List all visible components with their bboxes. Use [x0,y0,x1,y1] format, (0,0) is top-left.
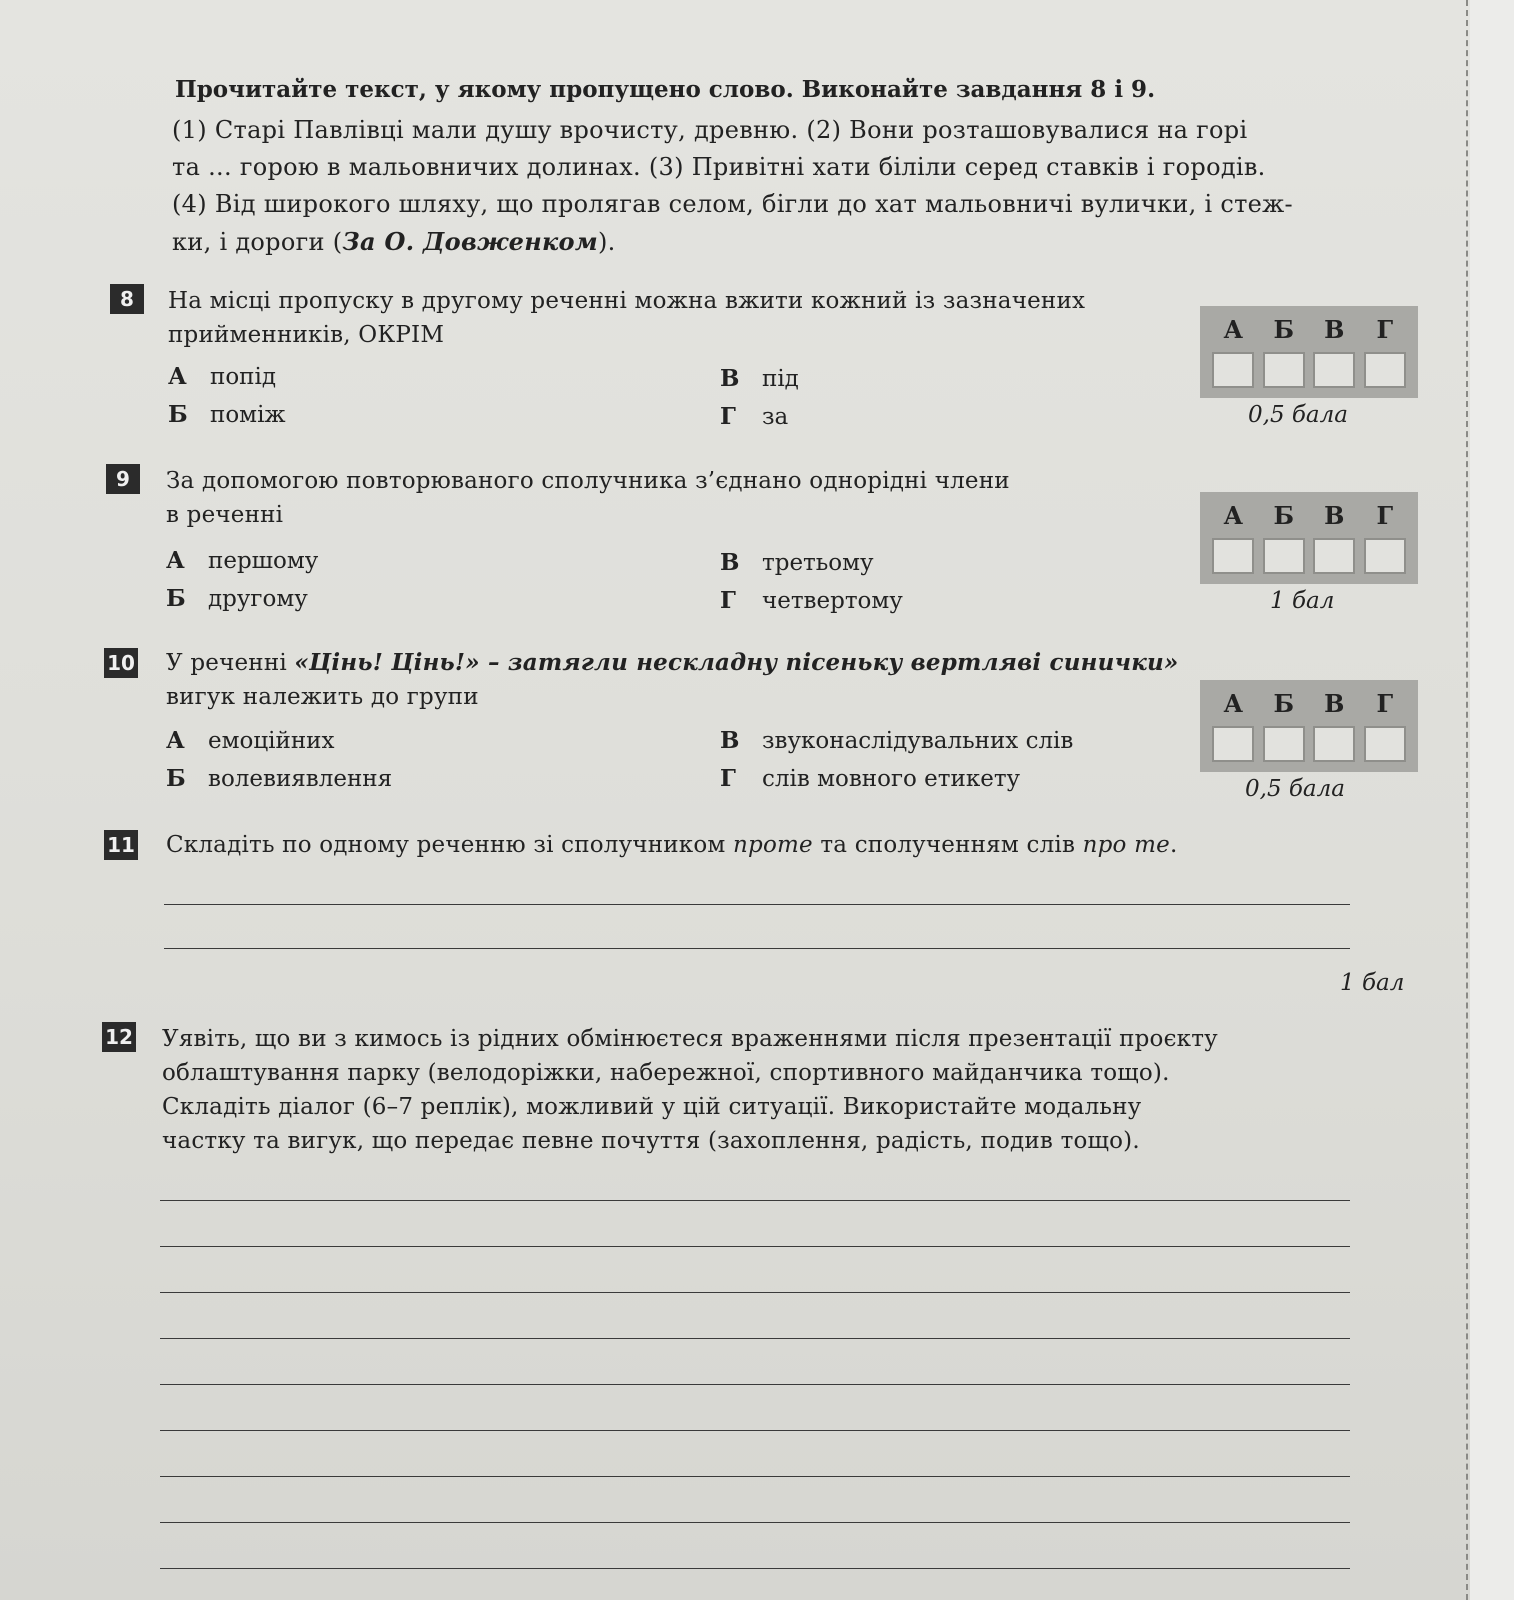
option-text: попід [210,364,277,390]
option-letter: Б [166,585,186,612]
answer-line[interactable] [160,1476,1350,1477]
grid-label: А [1223,314,1244,344]
option-letter: Б [166,765,186,792]
intro-line-text: ки, і дороги ( [172,228,343,256]
question-9-line: За допомогою повторюваного сполучника з’єднано однорідні члени [166,468,1010,494]
q8-score: 0,5 бала [1248,402,1348,428]
answer-line[interactable] [160,1292,1350,1293]
cut-line [1466,0,1468,1600]
question-number-10: 10 [104,648,138,678]
q8-answer-cell-d[interactable] [1364,352,1406,388]
grid-label: В [1324,314,1345,344]
grid-label: Б [1273,314,1294,344]
q8-answer-cell-b[interactable] [1263,352,1305,388]
question-11-phrase: про те [1082,832,1170,858]
q10-answer-cell-a[interactable] [1212,726,1254,762]
question-12-line: облаштування парку (велодоріжки, набережної, спортивного майданчика тощо). [162,1060,1170,1086]
question-number-8: 8 [110,284,144,314]
question-9-line: в реченні [166,502,284,528]
answer-line[interactable] [160,1568,1350,1569]
option-letter: Б [168,401,188,428]
q9-answer-cell-a[interactable] [1212,538,1254,574]
question-11-text [166,828,1366,862]
q10-score: 0,5 бала [1245,776,1345,802]
answer-line[interactable] [160,1430,1350,1431]
grid-label: Г [1376,500,1394,530]
question-11-part: Складіть по одному реченню зі сполучником [166,832,734,858]
option-text: поміж [210,402,286,428]
answer-line[interactable] [160,1522,1350,1523]
intro-line: та ... горою в мальовничих долинах. (3) Привітні хати біліли серед ставків і городів. [172,153,1266,181]
q9-score: 1 бал [1270,588,1335,614]
grid-label: Б [1273,688,1294,718]
answer-line[interactable] [160,1246,1350,1247]
grid-label: В [1324,688,1345,718]
q9-answer-cell-c[interactable] [1313,538,1355,574]
intro-line-text: ). [597,228,616,256]
question-12-line: Уявіть, що ви з кимось із рідних обмінюєтеся враженнями після презентації проєкту [162,1026,1218,1052]
option-letter: Г [720,765,736,792]
page-edge [1470,0,1514,1600]
option-text: волевиявлення [208,766,393,792]
option-letter: В [720,549,740,576]
q9-option-b [166,584,308,614]
option-text: звуконаслідувальних слів [762,728,1074,754]
option-text: за [762,404,789,430]
option-text: слів мовного етикету [762,766,1021,792]
question-11-part: . [1169,832,1178,858]
q9-option-c [720,548,874,578]
q8-answer-cell-a[interactable] [1212,352,1254,388]
question-10-text [166,646,1246,714]
q10-option-a [166,726,334,756]
answer-line[interactable] [164,904,1350,905]
question-9-text [166,464,1216,532]
answer-line[interactable] [160,1338,1350,1339]
grid-label: А [1223,688,1244,718]
question-number-12: 12 [102,1022,136,1052]
q8-option-c [720,364,799,394]
option-letter: А [166,727,185,754]
q10-answer-cell-c[interactable] [1313,726,1355,762]
option-text: емоційних [208,728,335,754]
answer-line[interactable] [164,948,1350,949]
q11-score: 1 бал [1340,970,1405,996]
intro-text [172,112,1412,261]
q9-answer-cell-b[interactable] [1263,538,1305,574]
option-letter: А [168,363,187,390]
question-10-quote: «Цінь! Цінь!» – затягли нескладну пісеньку вертляві синички» [294,649,1179,676]
option-text: першому [208,548,319,574]
q9-option-a [166,546,318,576]
question-12-line: Складіть діалог (6–7 реплік), можливий у цій ситуації. Використайте модальну [162,1094,1142,1120]
q9-answer-grid [1200,492,1418,584]
grid-label: Б [1273,500,1294,530]
question-8-line: На місці пропуску в другому реченні можна вжити кожний із зазначених [168,288,1086,314]
answer-line[interactable] [160,1200,1350,1201]
q10-option-c [720,726,1073,756]
option-letter: Г [720,403,736,430]
q9-option-d [720,586,903,616]
question-10-prefix: У реченні [166,650,295,676]
option-text: четвертому [762,588,903,614]
answer-line[interactable] [160,1384,1350,1385]
question-number-11: 11 [104,830,138,860]
question-11-part: та сполученням слів [812,832,1083,858]
question-number-9: 9 [106,464,140,494]
intro-heading: Прочитайте текст, у якому пропущено слово. Виконайте завдання 8 і 9. [175,76,1156,103]
option-letter: В [720,727,740,754]
option-letter: А [166,547,185,574]
intro-author: За О. Довженком [342,227,598,256]
q10-option-d [720,764,1020,794]
intro-line: (1) Старі Павлівці мали душу врочисту, древню. (2) Вони розташовувалися на горі [172,116,1248,144]
question-12-text [162,1022,1402,1158]
q10-answer-cell-d[interactable] [1364,726,1406,762]
question-10-line [166,646,1246,680]
grid-label: Г [1376,688,1394,718]
question-8-line: прийменників, ОКРІМ [168,322,445,348]
q10-option-b [166,764,392,794]
intro-line: (4) Від широкого шляху, що пролягав селом, бігли до хат мальовничі вулички, і стеж- [172,190,1293,218]
q8-answer-grid [1200,306,1418,398]
q8-answer-cell-c[interactable] [1313,352,1355,388]
grid-label: Г [1376,314,1394,344]
q8-option-d [720,402,788,432]
question-12-line: частку та вигук, що передає певне почуття (захоплення, радість, подив тощо). [162,1128,1140,1154]
q9-answer-cell-d[interactable] [1364,538,1406,574]
q8-option-a [168,362,276,392]
option-text: третьому [762,550,874,576]
question-10-line: вигук належить до групи [166,684,479,710]
question-8-text [168,284,1218,352]
grid-label: В [1324,500,1345,530]
option-text: під [762,366,799,392]
option-text: другому [208,586,308,612]
grid-label: А [1223,500,1244,530]
question-11-conjunction: проте [733,832,813,858]
option-letter: Г [720,587,736,614]
q10-answer-grid [1200,680,1418,772]
option-letter: В [720,365,740,392]
intro-line [172,223,1412,261]
q8-option-b [168,400,286,430]
q10-answer-cell-b[interactable] [1263,726,1305,762]
